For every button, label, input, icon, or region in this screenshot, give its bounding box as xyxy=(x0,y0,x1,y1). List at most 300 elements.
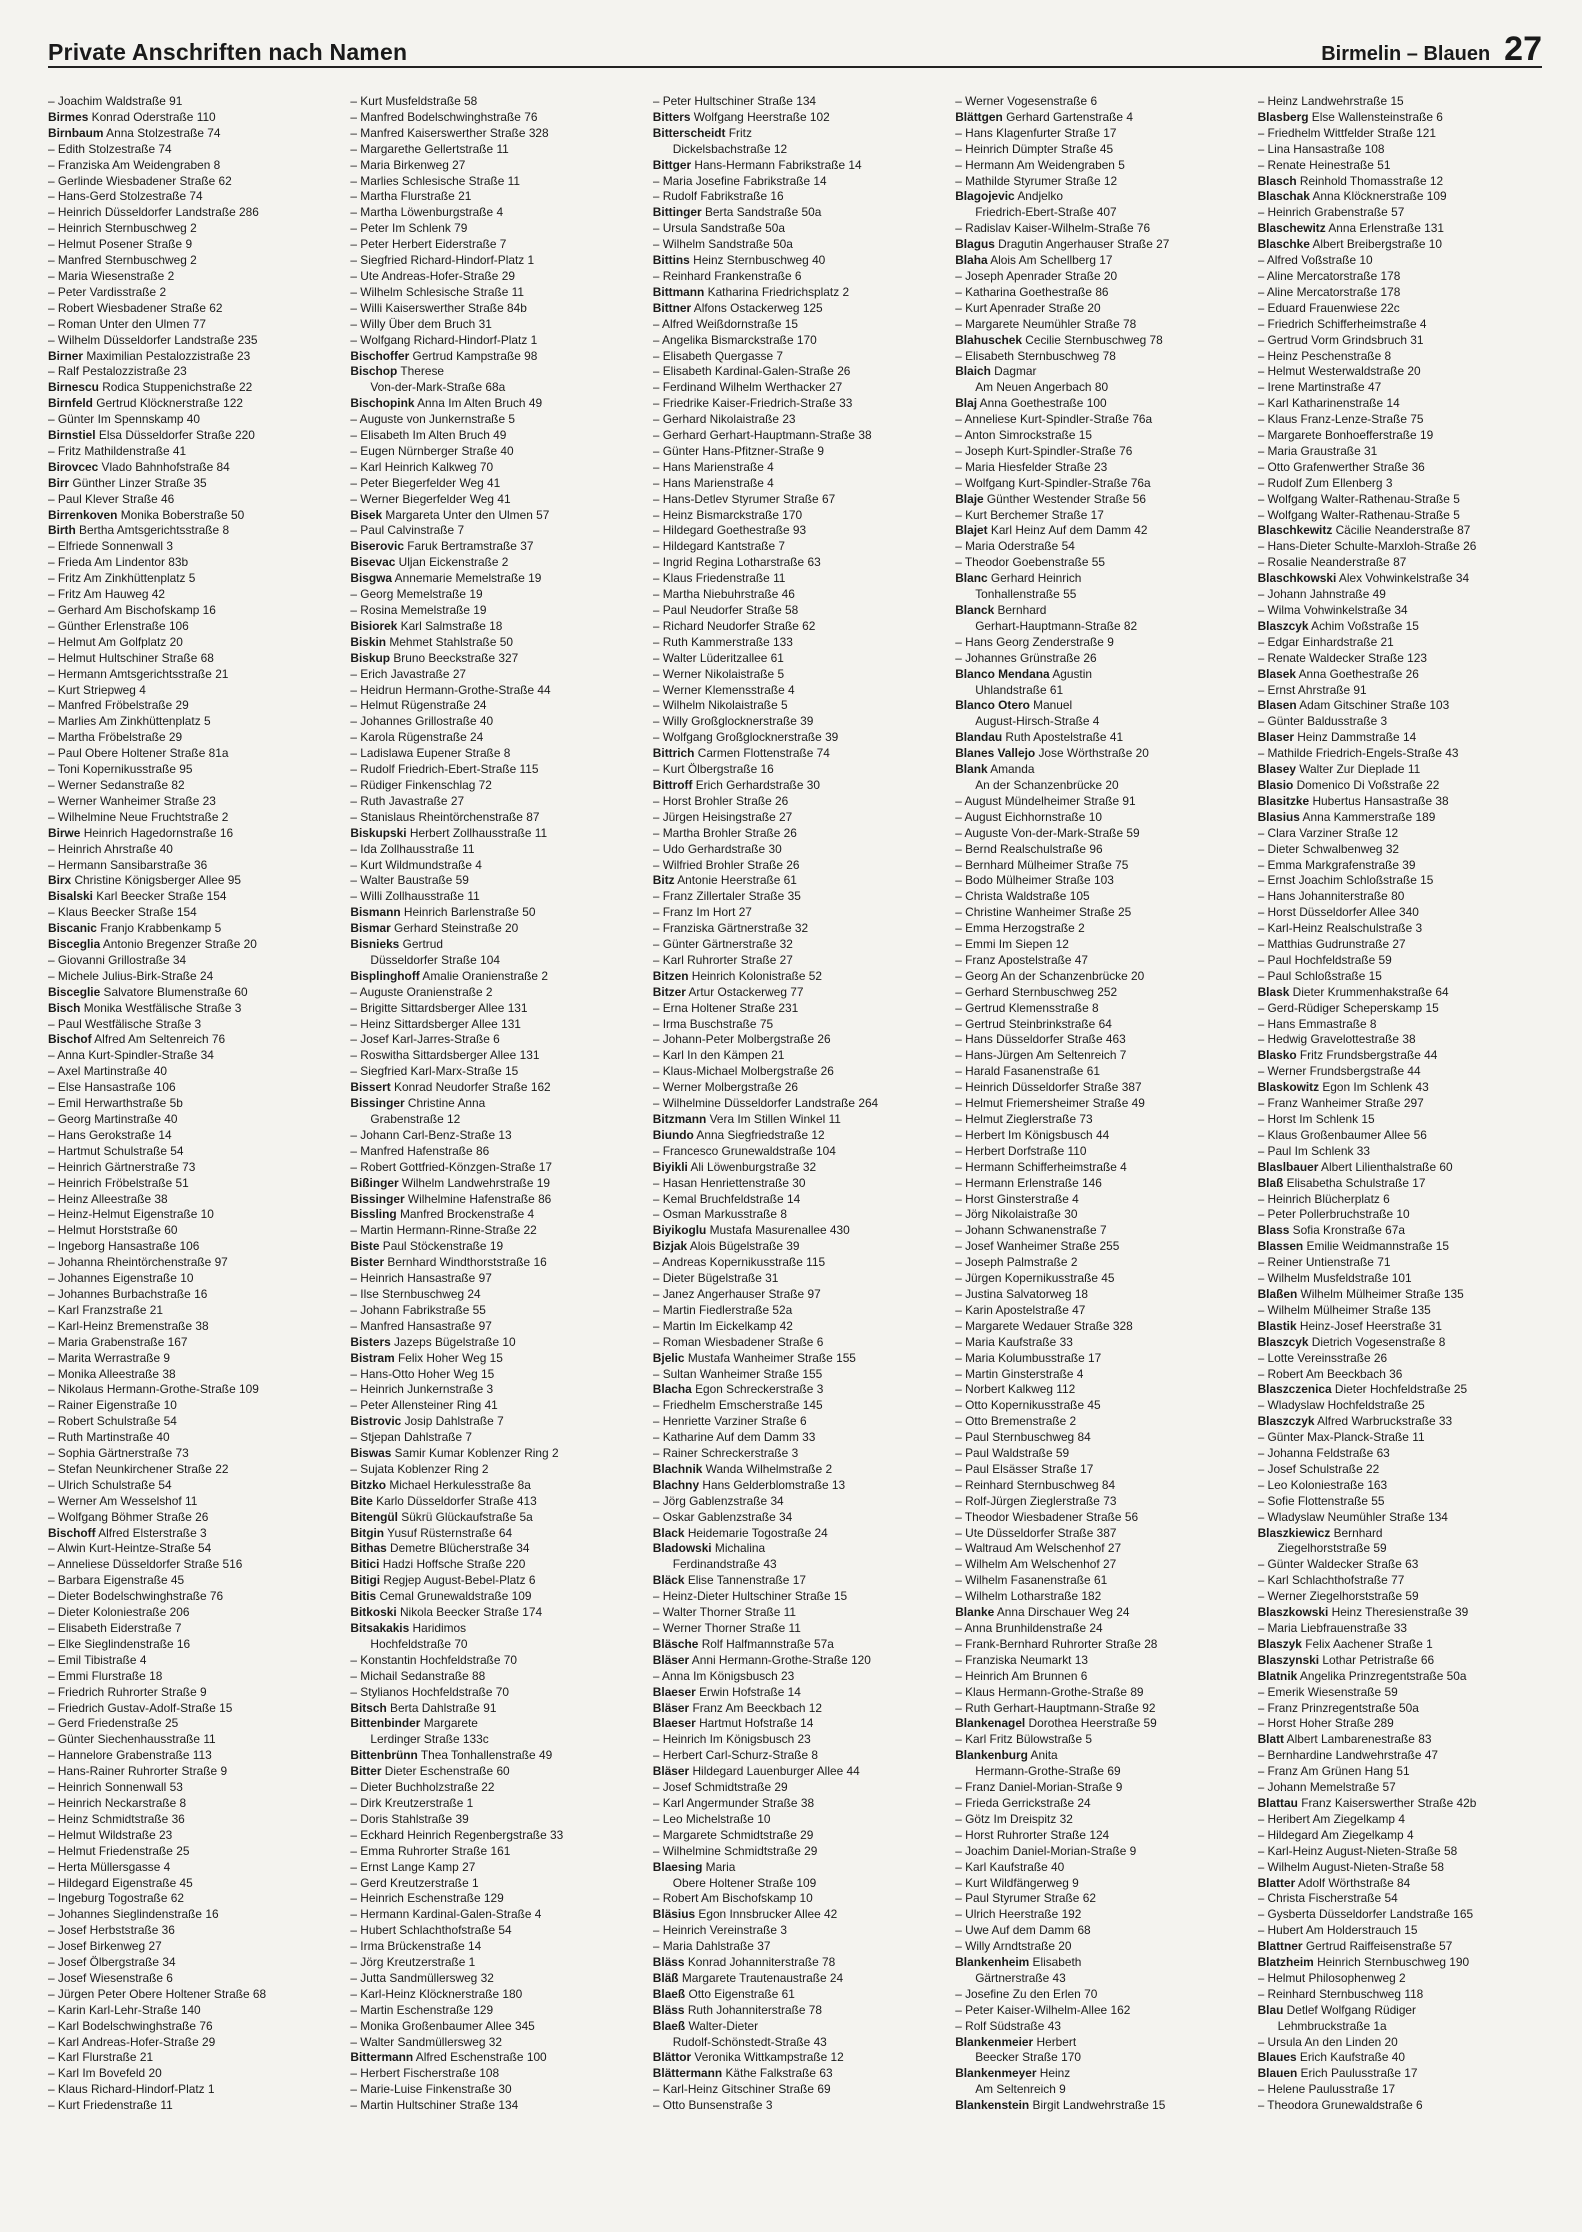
column-4 xyxy=(955,94,1239,2114)
directory-entry: – Johannes Grillostraße 40 xyxy=(350,714,494,729)
directory-entry: – Helmut Friemersheimer Straße 49 xyxy=(955,1096,1145,1111)
directory-entry: Blättermann Käthe Falkstraße 63 xyxy=(652,2066,833,2081)
directory-entry: Blaßen Wilhelm Mülheimer Straße 135 xyxy=(1257,1286,1464,1301)
directory-entry: Bläss Konrad Johanniterstraße 78 xyxy=(652,1955,836,1970)
surname: Blättgen xyxy=(955,109,1003,124)
directory-entry: – Franz Daniel-Morian-Straße 9 xyxy=(955,1780,1123,1795)
directory-entry: – Klaus Franz-Lenze-Straße 75 xyxy=(1257,412,1424,427)
directory-entry: – Otto Grafenwerther Straße 36 xyxy=(1257,459,1425,474)
directory-entry: – Johannes Grünstraße 26 xyxy=(955,650,1097,665)
directory-entry: – Renate Waldecker Straße 123 xyxy=(1257,650,1428,665)
directory-entry: Blatt Albert Lambarenestraße 83 xyxy=(1257,1732,1432,1747)
directory-entry: – Georg Martinstraße 40 xyxy=(48,1112,178,1126)
surname: Blass xyxy=(1257,1223,1290,1238)
surname: Blasen xyxy=(1257,698,1297,713)
directory-entry: – Michele Julius-Birk-Straße 24 xyxy=(48,968,214,983)
directory-entry: – Jürgen Heisingstraße 27 xyxy=(652,809,793,824)
directory-entry: – August Eichhornstraße 10 xyxy=(955,809,1102,824)
surname: Bitsch xyxy=(350,1700,387,1715)
directory-entry: – Günter Baldusstraße 3 xyxy=(1257,714,1388,729)
directory-entry: Blachny Hans Gelderblomstraße 13 xyxy=(652,1477,846,1492)
directory-entry: – Christa Fischerstraße 54 xyxy=(1257,1891,1398,1906)
surname: Blaha xyxy=(955,253,988,268)
directory-entry: – Karl Katharinenstraße 14 xyxy=(1257,396,1400,411)
directory-entry: – Reiner Untienstraße 71 xyxy=(1257,1255,1391,1270)
directory-entry: – Hildegard Kantstraße 7 xyxy=(652,539,785,554)
surname: Blachnik xyxy=(652,1461,703,1476)
directory-entry: Bitici Hadzi Hoffsche Straße 220 xyxy=(350,1557,526,1572)
directory-entry: – Ruth Kammerstraße 133 xyxy=(652,634,793,649)
directory-entry: Blättgen Gerhard Gartenstraße 4 xyxy=(955,109,1133,124)
directory-entry: – Reinhard Frankenstraße 6 xyxy=(652,268,802,283)
directory-entry: – Karl Im Bovefeld 20 xyxy=(48,2066,162,2081)
directory-entry: Bitz Antonie Heerstraße 61 xyxy=(652,873,797,888)
surname: Bitsakakis xyxy=(350,1621,410,1635)
directory-entry: – Martin Fiedlerstraße 52a xyxy=(652,1302,793,1317)
directory-entry: Blaskowitz Egon Im Schlenk 43 xyxy=(1257,1080,1429,1095)
directory-entry: Blankenmeyer Heinz xyxy=(955,2066,1071,2081)
directory-entry: – Dieter Schwalbenweg 32 xyxy=(1257,841,1400,856)
directory-entry: – Paul Calvinstraße 7 xyxy=(350,523,465,538)
directory-entry: – Ernst Joachim Schloßstraße 15 xyxy=(1257,873,1434,888)
directory-entry: – Walter Baustraße 59 xyxy=(350,873,469,888)
directory-entry: – Franziska Neumarkt 13 xyxy=(955,1652,1089,1667)
directory-entry: – Paul Elsässer Straße 17 xyxy=(955,1461,1094,1476)
directory-entry: – Karl In den Kämpen 21 xyxy=(652,1048,785,1063)
column-1 xyxy=(48,94,332,2114)
directory-entry: – Rainer Eigenstraße 10 xyxy=(48,1398,177,1413)
surname: Blajet xyxy=(955,523,988,538)
directory-entry: – Johann Jahnstraße 49 xyxy=(1257,587,1386,602)
directory-entry: – Martha Niebuhrstraße 46 xyxy=(652,587,795,602)
directory-entry: – Rudolf Zum Ellenberg 3 xyxy=(1257,475,1393,490)
directory-entry: – Ferdinand Wilhelm Werthacker 27 xyxy=(652,380,843,395)
directory-entry: Blankenmeier Herbert xyxy=(955,2034,1077,2049)
directory-entry: – Emma Herzogstraße 2 xyxy=(955,921,1085,936)
directory-entry: – Ursula Sandstraße 50a xyxy=(652,221,785,236)
directory-entry: Blatnik Angelika Prinzregentstraße 50a xyxy=(1257,1668,1467,1683)
directory-entry: – Sophia Gärtnerstraße 73 xyxy=(48,1446,189,1461)
directory-entry: Bitzen Heinrich Kolonistraße 52 xyxy=(652,968,822,983)
directory-entry: – Kurt Wildfängerweg 9 xyxy=(955,1875,1079,1890)
directory-entry: – Günter Im Spennskamp 40 xyxy=(48,412,201,427)
directory-entry: – Hans-Otto Hoher Weg 15 xyxy=(350,1366,495,1381)
directory-entry: – Christa Waldstraße 105 xyxy=(955,889,1090,904)
directory-entry: – Irma Buschstraße 75 xyxy=(652,1016,774,1031)
directory-entry: – Edgar Einhardstraße 21 xyxy=(1257,634,1394,649)
directory-entry: – Ingrid Regina Lotharstraße 63 xyxy=(652,555,821,570)
surname: Bischoffer xyxy=(350,348,410,363)
directory-entry: Black Heidemarie Togostraße 24 xyxy=(652,1525,828,1540)
directory-entry: – Marie-Luise Finkenstraße 30 xyxy=(350,2082,512,2097)
directory-entry: Bitgin Yusuf Rüsternstraße 64 xyxy=(350,1525,513,1540)
directory-entry: – Willy Großglocknerstraße 39 xyxy=(652,714,814,729)
directory-entry: – Aline Mercatorstraße 178 xyxy=(1257,284,1401,299)
directory-entry: – Paul Im Schlenk 33 xyxy=(1257,1143,1370,1158)
directory-entry: – Brigitte Sittardsberger Allee 131 xyxy=(350,1000,528,1015)
directory-entry: – Josef Wiesenstraße 6 xyxy=(48,1970,173,1985)
directory-entry: Blaeß Walter-Dieter xyxy=(652,2018,759,2033)
directory-entry: Blassen Emilie Weidmannstraße 15 xyxy=(1257,1239,1450,1254)
directory-entry: Rudolf-Schönstedt-Straße 43 xyxy=(672,2034,827,2049)
directory-entry: – Martin Im Eickelkamp 42 xyxy=(652,1318,793,1333)
directory-entry: Biundo Anna Siegfriedstraße 12 xyxy=(652,1127,825,1142)
directory-entry: – Franz Prinzregentstraße 50a xyxy=(1257,1700,1419,1715)
surname: Bissinger xyxy=(350,1191,405,1206)
directory-entry: Bismar Gerhard Steinstraße 20 xyxy=(350,921,519,936)
directory-entry: Bittroff Erich Gerhardstraße 30 xyxy=(652,777,820,792)
directory-entry: – Horst Ruhrorter Straße 124 xyxy=(955,1827,1110,1842)
directory-entry: – Manfred Kaiserswerther Straße 328 xyxy=(350,125,549,140)
directory-entry: – Bodo Mülheimer Straße 103 xyxy=(955,873,1114,888)
directory-entry: – Hans-Gerd Stolzestraße 74 xyxy=(48,189,203,204)
directory-entry: – Elisabeth Quergasse 7 xyxy=(652,348,784,363)
directory-entry: – Ursula An den Linden 20 xyxy=(1257,2034,1398,2049)
directory-entry: – Heinz Landwehrstraße 15 xyxy=(1257,94,1404,108)
directory-entry: Bitigi Regjep August-Bebel-Platz 6 xyxy=(350,1573,536,1588)
directory-entry: – Herbert Im Königsbusch 44 xyxy=(955,1127,1110,1142)
directory-entry: Biste Paul Stöckenstraße 19 xyxy=(350,1239,504,1254)
directory-entry: Bischopink Anna Im Alten Bruch 49 xyxy=(350,396,543,411)
directory-entry: – Gertrud Klemensstraße 8 xyxy=(955,1000,1099,1015)
directory-entry: August-Hirsch-Straße 4 xyxy=(975,714,1100,729)
directory-entry: – Gerhard Gerhart-Hauptmann-Straße 38 xyxy=(652,428,872,443)
surname: Bläß xyxy=(652,1970,679,1985)
directory-entry: – Kurt Striepweg 4 xyxy=(48,682,146,697)
surname: Bistrovic xyxy=(350,1414,402,1429)
directory-entry: – Anna Im Königsbusch 23 xyxy=(652,1668,795,1683)
directory-entry: – Auguste Oranienstraße 2 xyxy=(350,984,493,999)
surname: Blank xyxy=(955,762,988,777)
directory-entry: – Heinrich Düsseldorfer Straße 387 xyxy=(955,1080,1142,1095)
directory-entry: – Heribert Am Ziegelkamp 4 xyxy=(1257,1811,1405,1826)
surname: Bitzer xyxy=(652,984,686,999)
directory-entry: – Paul Sternbuschweg 84 xyxy=(955,1430,1091,1445)
surname: Biserovic xyxy=(350,539,404,554)
directory-entry: – Karl-Heinz Klöcknerstraße 180 xyxy=(350,1986,523,2001)
surname: Birovcec xyxy=(48,459,99,474)
directory-entry: – Heinrich Blücherplatz 6 xyxy=(1257,1191,1390,1206)
surname: Bladowski xyxy=(652,1541,712,1556)
directory-entry: Blattner Gertrud Raiffeisenstraße 57 xyxy=(1257,1939,1453,1954)
surname: Blaeser xyxy=(652,1684,696,1699)
directory-entry: – Helmut Posener Straße 9 xyxy=(48,237,193,252)
directory-entry: – Ingeborg Hansastraße 106 xyxy=(48,1239,200,1254)
directory-entry: Bite Karlo Düsseldorfer Straße 413 xyxy=(350,1493,537,1508)
directory-entry: – Karl Kaufstraße 40 xyxy=(955,1859,1065,1874)
directory-entry: – Herbert Dorfstraße 110 xyxy=(955,1143,1087,1158)
directory-entry: – Else Hansastraße 106 xyxy=(48,1080,176,1095)
surname: Blasch xyxy=(1257,173,1297,188)
surname: Biyikoglu xyxy=(652,1223,707,1238)
surname: Blassen xyxy=(1257,1239,1304,1254)
directory-entry: Gerhart-Hauptmann-Straße 82 xyxy=(975,618,1138,633)
directory-entry: – Margarete Neumühler Straße 78 xyxy=(955,316,1137,331)
directory-entry: – Otto Bremenstraße 2 xyxy=(955,1414,1077,1429)
surname: Blankenmeyer xyxy=(955,2066,1037,2081)
directory-entry: – Horst Hoher Straße 289 xyxy=(1257,1716,1394,1731)
directory-entry: – Leo Koloniestraße 163 xyxy=(1257,1477,1388,1492)
surname: Blaeß xyxy=(652,2018,686,2033)
directory-entry: – Wilhelm August-Nieten-Straße 58 xyxy=(1257,1859,1444,1874)
directory-entry: – Lotte Vereinsstraße 26 xyxy=(1257,1350,1388,1365)
directory-entry: – Hermann Kardinal-Galen-Straße 4 xyxy=(350,1907,542,1922)
directory-entry: – Gerd Kreutzerstraße 1 xyxy=(350,1875,479,1890)
directory-entry: – Karin Karl-Lehr-Straße 140 xyxy=(48,2002,201,2017)
directory-entry: Bitkoski Nikola Beecker Straße 174 xyxy=(350,1605,543,1620)
directory-entry: – Kurt Apenrader Straße 20 xyxy=(955,300,1101,315)
directory-entry: – Wladyslaw Hochfeldstraße 25 xyxy=(1257,1398,1425,1413)
directory-entry: – Karl Fritz Bülowstraße 5 xyxy=(955,1732,1092,1747)
surname: Blaeser xyxy=(652,1716,696,1731)
directory-entry: Blasberg Else Wallensteinstraße 6 xyxy=(1257,109,1443,124)
directory-entry: Birnbaum Anna Stolzestraße 74 xyxy=(48,125,221,140)
directory-entry: – Heinrich Sonnenwall 53 xyxy=(48,1780,183,1795)
directory-entry: – Heinz Sittardsberger Allee 131 xyxy=(350,1016,521,1031)
directory-entry: Bitter Dieter Eschenstraße 60 xyxy=(350,1764,510,1779)
directory-entry: Blaszynski Lothar Petristraße 66 xyxy=(1257,1652,1435,1667)
directory-entry: – Werner Wanheimer Straße 23 xyxy=(48,793,216,808)
directory-entry: Tonhallenstraße 55 xyxy=(975,587,1077,602)
directory-entry: Blau Detlef Wolfgang Rüdiger xyxy=(1257,2002,1417,2017)
directory-entry: – Udo Gerhardstraße 30 xyxy=(652,841,782,856)
surname: Blaje xyxy=(955,491,984,506)
directory-entry: Bläsche Rolf Halfmannstraße 57a xyxy=(652,1636,834,1651)
directory-entry: – Clara Varziner Straße 12 xyxy=(1257,825,1399,840)
directory-entry: – Kurt Ölbergstraße 16 xyxy=(652,762,774,777)
directory-entry: – Auguste Von-der-Mark-Straße 59 xyxy=(955,825,1140,840)
surname: Bischof xyxy=(48,1032,92,1047)
surname: Bitzmann xyxy=(652,1112,707,1126)
directory-entry: Bittenbinder Margarete xyxy=(350,1716,478,1731)
directory-entry: – Barbara Eigenstraße 45 xyxy=(48,1573,185,1588)
directory-entry: Blaszkowski Heinz Theresienstraße 39 xyxy=(1257,1605,1469,1620)
directory-entry: – Heidrun Hermann-Grothe-Straße 44 xyxy=(350,682,551,697)
directory-entry: – Heinrich Junkernstraße 3 xyxy=(350,1382,494,1397)
directory-entry: – Karl-Heinz Bremenstraße 38 xyxy=(48,1318,209,1333)
directory-entry: – August Mündelheimer Straße 91 xyxy=(955,793,1136,808)
directory-entry: Bisgwa Annemarie Memelstraße 19 xyxy=(350,571,542,586)
directory-entry: Bisch Monika Westfälische Straße 3 xyxy=(48,1000,242,1015)
surname: Bittenbinder xyxy=(350,1716,421,1731)
directory-entry: Blaschkowski Alex Vohwinkelstraße 34 xyxy=(1257,571,1470,586)
surname: Blankenburg xyxy=(955,1748,1028,1763)
surname: Birnfeld xyxy=(48,396,93,411)
directory-entry: Blaeser Erwin Hofstraße 14 xyxy=(652,1684,801,1699)
surname: Blahuschek xyxy=(955,332,1022,347)
surname: Blanes Vallejo xyxy=(955,746,1036,761)
surname: Blaszkiewicz xyxy=(1257,1525,1331,1540)
surname: Blatzheim xyxy=(1257,1955,1314,1970)
directory-entry: – Hildegard Eigenstraße 45 xyxy=(48,1875,193,1890)
directory-entry: – Gerhard Sternbuschweg 252 xyxy=(955,984,1118,999)
directory-entry: – Erich Javastraße 27 xyxy=(350,666,467,681)
directory-entry: Bizjak Alois Bügelstraße 39 xyxy=(652,1239,800,1254)
surname: Bitkoski xyxy=(350,1605,397,1620)
directory-entry: – Maria Grabenstraße 167 xyxy=(48,1334,188,1349)
directory-entry: Grabenstraße 12 xyxy=(370,1112,461,1126)
page-number: 27 xyxy=(1504,30,1542,68)
directory-entry: Blanke Anna Dirschauer Weg 24 xyxy=(955,1605,1130,1620)
directory-entry: – Theodor Wiesbadener Straße 56 xyxy=(955,1509,1139,1524)
surname: Bläser xyxy=(652,1652,690,1667)
surname: Bitici xyxy=(350,1557,380,1572)
directory-entry: – Klaus-Michael Molbergstraße 26 xyxy=(652,1064,834,1079)
directory-entry: – Janez Angerhauser Straße 97 xyxy=(652,1286,821,1301)
directory-entry: – Hannelore Grabenstraße 113 xyxy=(48,1748,212,1763)
surname: Bismar xyxy=(350,921,391,936)
directory-entry: – Joachim Waldstraße 91 xyxy=(48,94,183,108)
directory-entry: – Fritz Am Zinkhüttenplatz 5 xyxy=(48,571,196,586)
directory-entry: – Hubert Am Holderstrauch 15 xyxy=(1257,1923,1418,1938)
directory-entry: – Günter Max-Planck-Straße 11 xyxy=(1257,1430,1425,1445)
surname: Bissinger xyxy=(350,1096,405,1111)
directory-entry: – Werner Am Wesselshof 11 xyxy=(48,1493,198,1508)
directory-entry: – Josef Ölbergstraße 34 xyxy=(48,1955,176,1970)
directory-entry: – Rainer Schreckerstraße 3 xyxy=(652,1446,799,1461)
directory-entry: Bitzko Michael Herkulesstraße 8a xyxy=(350,1477,531,1492)
surname: Blättermann xyxy=(652,2066,723,2081)
directory-entry: – Marita Werrastraße 9 xyxy=(48,1350,171,1365)
directory-entry: – Heinrich Sternbuschweg 2 xyxy=(48,221,197,236)
directory-entry: – Werner Nikolaistraße 5 xyxy=(652,666,785,681)
surname: Biste xyxy=(350,1239,380,1254)
directory-entry: – Martha Löwenburgstraße 4 xyxy=(350,205,504,220)
directory-entry: Blasius Anna Kammerstraße 189 xyxy=(1257,809,1436,824)
surname: Bisevac xyxy=(350,555,396,570)
directory-entry: – Hermann Am Weidengraben 5 xyxy=(955,157,1125,172)
surname: Blachny xyxy=(652,1477,700,1492)
directory-entry: – Friedhelm Wittfelder Straße 121 xyxy=(1257,125,1437,140)
directory-entry: – Ernst Lange Kamp 27 xyxy=(350,1859,476,1874)
surname: Bittger xyxy=(652,157,692,172)
directory-entry: – Theodor Goebenstraße 55 xyxy=(955,555,1106,570)
directory-entry: – Karl Heinrich Kalkweg 70 xyxy=(350,459,494,474)
surname: Bizjak xyxy=(652,1239,688,1254)
surname: Bisch xyxy=(48,1000,81,1015)
directory-entry: – Friedrich Schifferheimstraße 4 xyxy=(1257,316,1427,331)
directory-entry: Blanc Gerhard Heinrich xyxy=(955,571,1082,586)
surname: Blatt xyxy=(1257,1732,1285,1747)
directory-entry: Blankenagel Dorothea Heerstraße 59 xyxy=(955,1716,1157,1731)
surname: Blanck xyxy=(955,603,995,617)
surname: Blaesing xyxy=(652,1859,703,1874)
surname: Blasek xyxy=(1257,666,1296,681)
directory-entry: Biyikoglu Mustafa Masurenallee 430 xyxy=(652,1223,850,1238)
directory-entry: – Axel Martinstraße 40 xyxy=(48,1064,167,1079)
directory-entry: – Hermann Schifferheimstraße 4 xyxy=(955,1159,1127,1174)
directory-entry: – Eugen Nürnberger Straße 40 xyxy=(350,443,514,458)
page-header xyxy=(48,26,1542,68)
directory-entry: Blatter Adolf Wörthstraße 84 xyxy=(1257,1875,1411,1890)
directory-entry: An der Schanzenbrücke 20 xyxy=(975,777,1119,792)
directory-entry: – Johanna Feldstraße 63 xyxy=(1257,1446,1390,1461)
directory-entry: – Irene Martinstraße 47 xyxy=(1257,380,1382,395)
directory-entry: Bitterscheidt Fritz xyxy=(652,125,752,140)
directory-entry: – Friedrich Gustav-Adolf-Straße 15 xyxy=(48,1700,233,1715)
surname: Blaser xyxy=(1257,730,1294,745)
surname: Bite xyxy=(350,1493,373,1508)
directory-entry: – Günter Siechenhausstraße 11 xyxy=(48,1732,216,1747)
directory-entry: Bitengül Sükrü Glückaufstraße 5a xyxy=(350,1509,533,1524)
directory-entry: – Ida Zollhausstraße 11 xyxy=(350,841,475,856)
directory-entry: Birmes Konrad Oderstraße 110 xyxy=(48,109,216,124)
directory-entry: – Gerlinde Wiesbadener Straße 62 xyxy=(48,173,232,188)
surname: Bister xyxy=(350,1255,385,1270)
directory-entry: Blättor Veronika Wittkampstraße 12 xyxy=(652,2050,844,2065)
directory-entry: – Martin Eschenstraße 129 xyxy=(350,2002,494,2017)
directory-entry: – Siegfried Richard-Hindorf-Platz 1 xyxy=(350,253,535,268)
directory-entry: Blachnik Wanda Wilhelmstraße 2 xyxy=(652,1461,833,1476)
surname: Biundo xyxy=(652,1127,694,1142)
directory-entry: Bläck Elise Tannenstraße 17 xyxy=(652,1573,806,1588)
directory-entry: – Helmut Friedenstraße 25 xyxy=(48,1843,190,1858)
directory-entry: – Renate Heinestraße 51 xyxy=(1257,157,1391,172)
directory-entry: Bläß Margarete Trautenaustraße 24 xyxy=(652,1970,844,1985)
directory-entry: Birr Günther Linzer Straße 35 xyxy=(48,475,207,490)
directory-entry: – Roswitha Sittardsberger Allee 131 xyxy=(350,1048,540,1063)
surname: Bitters xyxy=(652,109,691,124)
directory-entry: – Sofie Flottenstraße 55 xyxy=(1257,1493,1385,1508)
directory-entry: – Wilhelm Mülheimer Straße 135 xyxy=(1257,1302,1431,1317)
directory-entry: – Johannes Burbachstraße 16 xyxy=(48,1286,208,1301)
surname: Blaslbauer xyxy=(1257,1159,1319,1174)
directory-entry: Blaeß Otto Eigenstraße 61 xyxy=(652,1986,795,2001)
directory-entry: – Günter Hans-Pfitzner-Straße 9 xyxy=(652,443,824,458)
directory-entry: – Hermann Erlenstraße 146 xyxy=(955,1175,1102,1190)
directory-entry: – Hans Marienstraße 4 xyxy=(652,475,774,490)
directory-entry: – Josef Herbststraße 36 xyxy=(48,1923,175,1938)
directory-entry: – Heinz Bismarckstraße 170 xyxy=(652,507,803,522)
directory-entry: – Franz Im Hort 27 xyxy=(652,905,752,920)
directory-entry: – Helmut Zieglerstraße 73 xyxy=(955,1112,1093,1126)
surname: Bischopink xyxy=(350,396,415,411)
directory-entry: – Sultan Wanheimer Straße 155 xyxy=(652,1366,823,1381)
directory-entry: Bitzmann Vera Im Stillen Winkel 11 xyxy=(652,1112,841,1126)
directory-entry: – Bernhardine Landwehrstraße 47 xyxy=(1257,1748,1439,1763)
directory-entry: – Frieda Gerrickstraße 24 xyxy=(955,1795,1091,1810)
directory-entry: – Margarete Wedauer Straße 328 xyxy=(955,1318,1133,1333)
directory-entry: – Heinz-Dieter Hultschiner Straße 15 xyxy=(652,1589,848,1604)
surname: Blasey xyxy=(1257,762,1296,777)
directory-entry: – Karin Apostelstraße 47 xyxy=(955,1302,1086,1317)
column-5 xyxy=(1258,94,1542,2114)
directory-entry: – Elke Sieglindenstraße 16 xyxy=(48,1636,191,1651)
directory-entry: – Friedrich Ruhrorter Straße 9 xyxy=(48,1684,207,1699)
surname: Blagus xyxy=(955,237,995,252)
directory-entry: Ziegelhorststraße 59 xyxy=(1277,1541,1387,1556)
directory-entry: – Günther Erlenstraße 106 xyxy=(48,618,189,633)
directory-entry: – Götz Im Dreispitz 32 xyxy=(955,1811,1073,1826)
directory-entry: – Willy Arndtstraße 20 xyxy=(955,1939,1072,1954)
directory-entry: Bisceglia Antonio Bregenzer Straße 20 xyxy=(48,937,257,952)
surname: Blaszyk xyxy=(1257,1636,1302,1651)
directory-entry: – Heinrich Gärtnerstraße 73 xyxy=(48,1159,196,1174)
directory-entry: – Osman Markusstraße 8 xyxy=(652,1207,787,1222)
directory-entry: Blasitzke Hubertus Hansastraße 38 xyxy=(1257,793,1449,808)
directory-entry: – Harald Fasanenstraße 61 xyxy=(955,1064,1100,1079)
directory-entry: – Norbert Kalkweg 112 xyxy=(955,1382,1076,1397)
directory-entry: – Andreas Kopernikusstraße 115 xyxy=(652,1255,826,1270)
directory-entry: – Hans Marienstraße 4 xyxy=(652,459,774,474)
directory-entry: – Lina Hansastraße 108 xyxy=(1257,141,1385,156)
directory-entry: – Frieda Am Lindentor 83b xyxy=(48,555,189,570)
surname: Blaß xyxy=(1257,1175,1284,1190)
directory-entry: – Paul Schloßstraße 15 xyxy=(1257,968,1382,983)
directory-entry: – Helmut Hultschiner Straße 68 xyxy=(48,650,214,665)
surname: Bitengül xyxy=(350,1509,398,1524)
directory-entry: – Wolfgang Großglocknerstraße 39 xyxy=(652,730,839,745)
